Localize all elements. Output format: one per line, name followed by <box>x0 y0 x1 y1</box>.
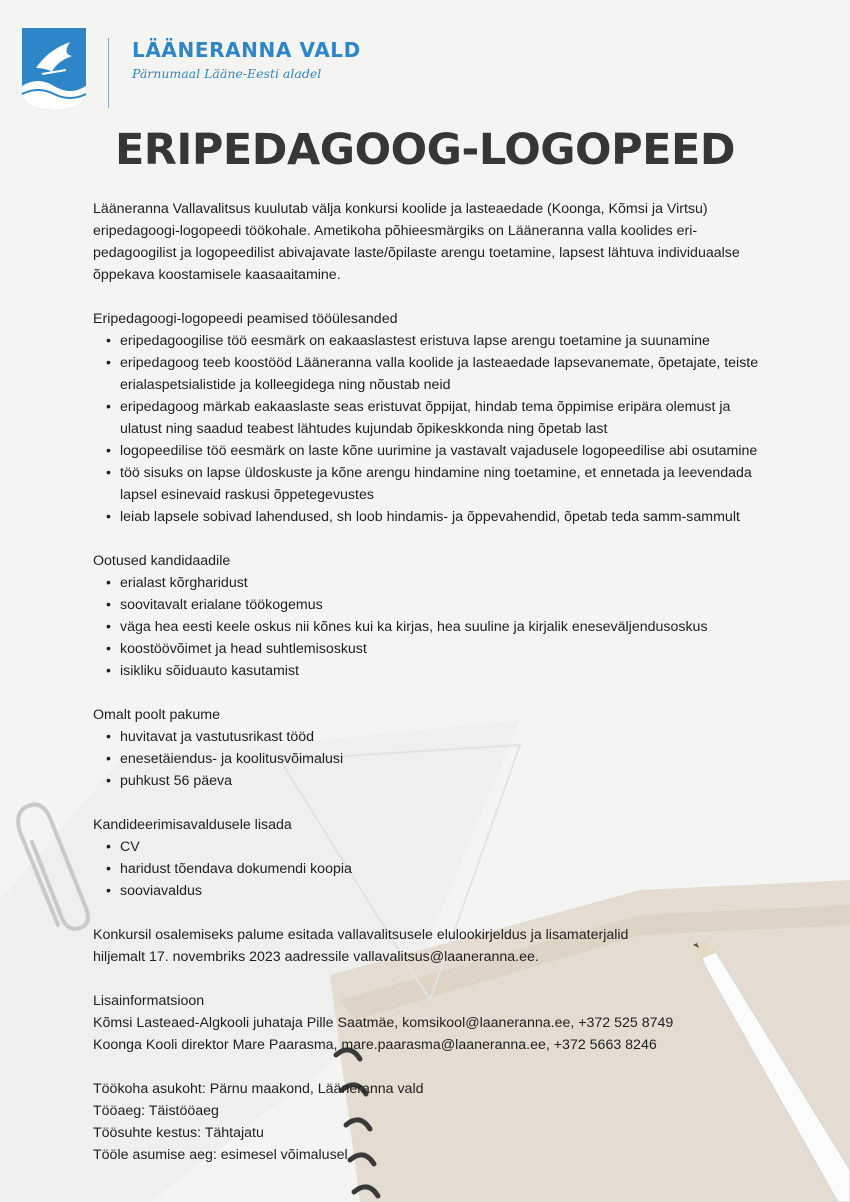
list-item: • isikliku sõiduauto kasutamist <box>120 660 773 682</box>
list-item: • erialast kõrgharidust <box>120 572 773 594</box>
section-attachments <box>93 814 773 902</box>
list-item: • enesetäiendus- ja koolitusvõimalusi <box>120 748 773 770</box>
duties-list <box>93 330 773 528</box>
list-item: • eripedagoog teeb koostööd Lääneranna valla koolide ja lasteaedade lapsevanemate, õpetajate, teiste erialaspetsialistide ja kolleegidega ning nõustab neid <box>120 352 773 396</box>
detail-line: Tööle asumise aeg: esimesel võimalusel <box>93 1147 348 1163</box>
expectations-list <box>93 572 773 682</box>
list-item: • puhkust 56 päeva <box>120 770 773 792</box>
list-item: • CV <box>120 836 773 858</box>
list-item: • sooviavaldus <box>120 880 773 902</box>
detail-line: Töökoha asukoht: Pärnu maakond, Lääneranna vald <box>93 1081 424 1097</box>
list-item: • koostöövõimet ja head suhtlemisoskust <box>120 638 773 660</box>
list-item: • töö sisuks on lapse üldoskuste ja kõne arengu hindamine ning toetamine, et ennetada ja leevendada lapsel esinevaid raskusi õppetegevustes <box>120 462 773 506</box>
section-title: Ootused kandidaadile <box>93 553 231 569</box>
list-item: • haridust tõendava dokumendi koopia <box>120 858 773 880</box>
attachments-list <box>93 836 773 902</box>
contact-line: Kõmsi Lasteaed-Algkooli juhataja Pille Saatmäe, komsikool@laaneranna.ee, +372 525 8749 <box>93 1015 674 1031</box>
offer-list <box>93 726 773 792</box>
contact-line: Koonga Kooli direktor Mare Paarasma, mare.paarasma@laaneranna.ee, +372 5663 8246 <box>93 1037 657 1053</box>
list-item: • logopeedilise töö eesmärk on laste kõne uurimine ja vastavalt vajadusele logopeedilise abi osutamine <box>120 440 773 462</box>
intro-paragraph: Lääneranna Vallavalitsus kuulutab välja konkursi koolide ja lasteaedade (Koonga, Kõmsi ja Virtsu) eripedagoogi-logopeedi töökohale. Ametikoha põhieesmärgiks on Lääneranna valla koolides eri-pedagoogilist ja logopeedilist abivajavate laste/õpilaste arengu toetamine, lapsest lähtuva individuaalse õppekava koostamisele kaasaaitamine. <box>93 201 740 283</box>
job-details <box>93 1078 773 1166</box>
job-posting-body <box>93 198 773 1166</box>
organization-name: LÄÄNERANNA VALD <box>132 38 361 62</box>
detail-line: Töösuhte kestus: Tähtajatu <box>93 1125 264 1141</box>
page-title: ERIPEDAGOOG-LOGOPEED <box>114 125 736 175</box>
section-title: Omalt poolt pakume <box>93 707 220 723</box>
header-divider <box>108 38 109 108</box>
section-title: Eripedagoogi-logopeedi peamised tööülesanded <box>93 311 398 327</box>
contacts-section <box>93 990 773 1056</box>
application-line: Konkursil osalemiseks palume esitada vallavalitsusele elulookirjeldus ja lisamaterjalid <box>93 927 629 943</box>
organization-tagline: Pärnumaal Lääne-Eesti aladel <box>132 66 322 81</box>
list-item: • eripedagoog märkab eakaaslaste seas eristuvat õppijat, hindab tema õppimise eripära olemust ja ulatust ning saadud teabest lähtudes kujundab õpikeskkonda ning õpetab last <box>120 396 773 440</box>
section-expectations <box>93 550 773 682</box>
list-item: • huvitavat ja vastutusrikast tööd <box>120 726 773 748</box>
municipality-crest-logo <box>22 28 86 110</box>
section-title: Lisainformatsioon <box>93 993 205 1009</box>
list-item: • soovitavalt erialane töökogemus <box>120 594 773 616</box>
detail-line: Tööaeg: Täistööaeg <box>93 1103 219 1119</box>
list-item: • väga hea eesti keele oskus nii kõnes kui ka kirjas, hea suuline ja kirjalik eneseväljendusoskus <box>120 616 773 638</box>
section-offer <box>93 704 773 792</box>
application-instructions <box>93 924 773 968</box>
section-title: Kandideerimisavaldusele lisada <box>93 817 292 833</box>
application-deadline-line: hiljemalt 17. novembriks 2023 aadressile vallavalitsus@laaneranna.ee. <box>93 949 539 965</box>
list-item: • eripedagoogilise töö eesmärk on eakaaslastest eristuva lapse arengu toetamine ja suunamine <box>120 330 773 352</box>
section-duties <box>93 308 773 528</box>
list-item: • leiab lapsele sobivad lahendused, sh loob hindamis- ja õppevahendid, õpetab teda samm-sammult <box>120 506 773 528</box>
